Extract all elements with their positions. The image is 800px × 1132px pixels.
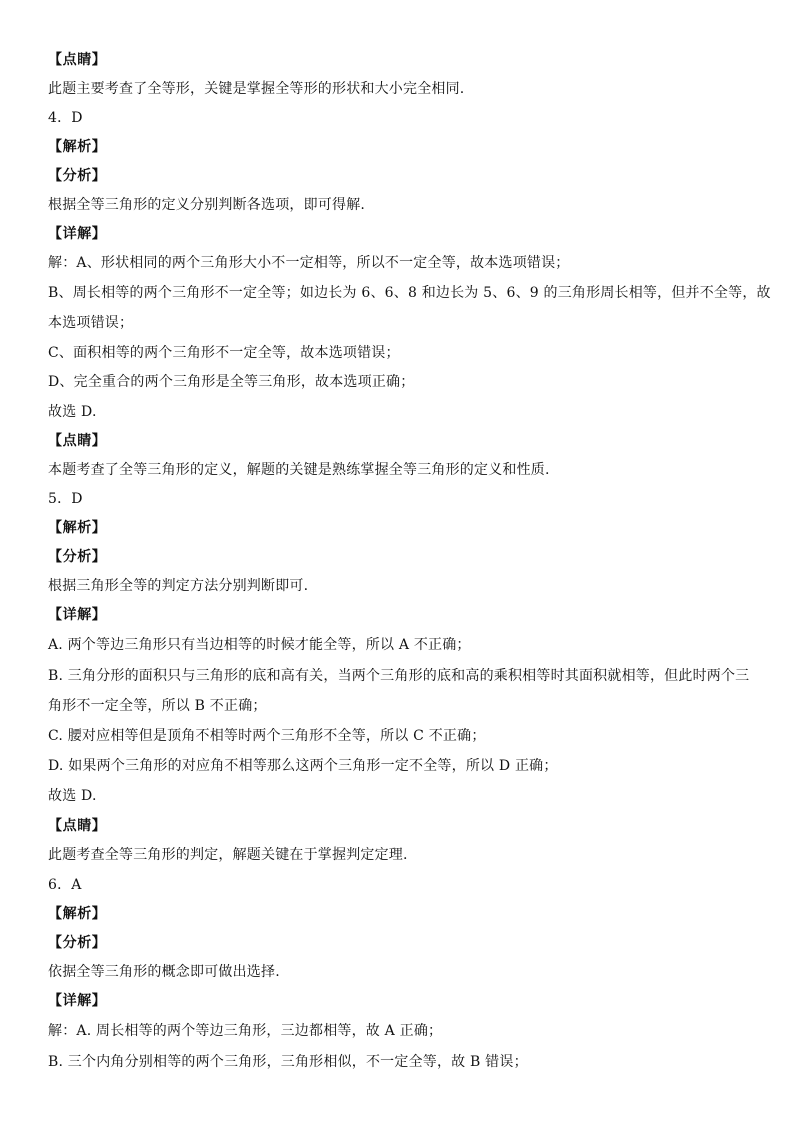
text-line: 根据全等三角形的定义分别判断各选项，即可得解. (48, 197, 366, 213)
section-heading-fenxi: 【分析】 (48, 168, 107, 184)
text-line: 故选 D. (48, 788, 97, 804)
section-heading-xiangjie: 【详解】 (48, 993, 107, 1009)
text-line: B、周长相等的两个三角形不一定全等；如边长为 6、6、8 和边长为 5、6、9 的三角形周长相等，但并不全等，故 (48, 285, 771, 301)
text-line: D、完全重合的两个三角形是全等三角形，故本选项正确； (48, 374, 415, 390)
section-heading-dianjing: 【点睛】 (48, 433, 107, 449)
text-line: 此题考查全等三角形的判定，解题关键在于掌握判定定理. (48, 847, 408, 863)
text-line: 此题主要考查了全等形，关键是掌握全等形的形状和大小完全相同. (48, 81, 465, 97)
section-heading-xiangjie: 【详解】 (48, 226, 107, 242)
text-line: 解：A. 周长相等的两个等边三角形，三边都相等，故 A 正确； (48, 1023, 443, 1039)
text-line: B. 三角分形的面积只与三角形的底和高有关，当两个三角形的底和高的乘积相等时其面积就相等，但此时两个三 (48, 668, 750, 684)
section-heading-jiexi: 【解析】 (48, 520, 107, 536)
section-heading-dianjing: 【点睛】 (48, 818, 107, 834)
text-line: D. 如果两个三角形的对应角不相等那么这两个三角形一定不全等，所以 D 正确； (48, 758, 558, 774)
section-heading-fenxi: 【分析】 (48, 549, 107, 565)
text-line: 故选 D. (48, 404, 97, 420)
text-line: B. 三个内角分别相等的两个三角形，三角形相似，不一定全等，故 B 错误； (48, 1054, 528, 1070)
text-line: A. 两个等边三角形只有当边相等的时候才能全等，所以 A 不正确； (48, 637, 471, 653)
text-line: 根据三角形全等的判定方法分别判断即可. (48, 578, 309, 594)
text-line: 解：A、形状相同的两个三角形大小不一定相等，所以不一定全等，故本选项错误； (48, 255, 570, 271)
section-heading-xiangjie: 【详解】 (48, 607, 107, 623)
section-heading-jiexi: 【解析】 (48, 906, 107, 922)
section-heading-jiexi: 【解析】 (48, 139, 107, 155)
answer-number: 4．D (48, 110, 83, 126)
text-line: C、面积相等的两个三角形不一定全等，故本选项错误； (48, 345, 400, 361)
text-line: 依据全等三角形的概念即可做出选择. (48, 964, 280, 980)
text-line: 本选项错误； (48, 315, 134, 331)
answer-number: 6．A (48, 877, 82, 893)
answer-number: 5．D (48, 491, 83, 507)
text-line: 本题考查了全等三角形的定义，解题的关键是熟练掌握全等三角形的定义和性质. (48, 462, 550, 478)
section-heading-fenxi: 【分析】 (48, 935, 107, 951)
text-line: 角形不一定全等，所以 B 不正确； (48, 698, 267, 714)
section-heading-dianjing: 【点睛】 (48, 52, 107, 68)
text-line: C. 腰对应相等但是顶角不相等时两个三角形不全等，所以 C 不正确； (48, 728, 486, 744)
